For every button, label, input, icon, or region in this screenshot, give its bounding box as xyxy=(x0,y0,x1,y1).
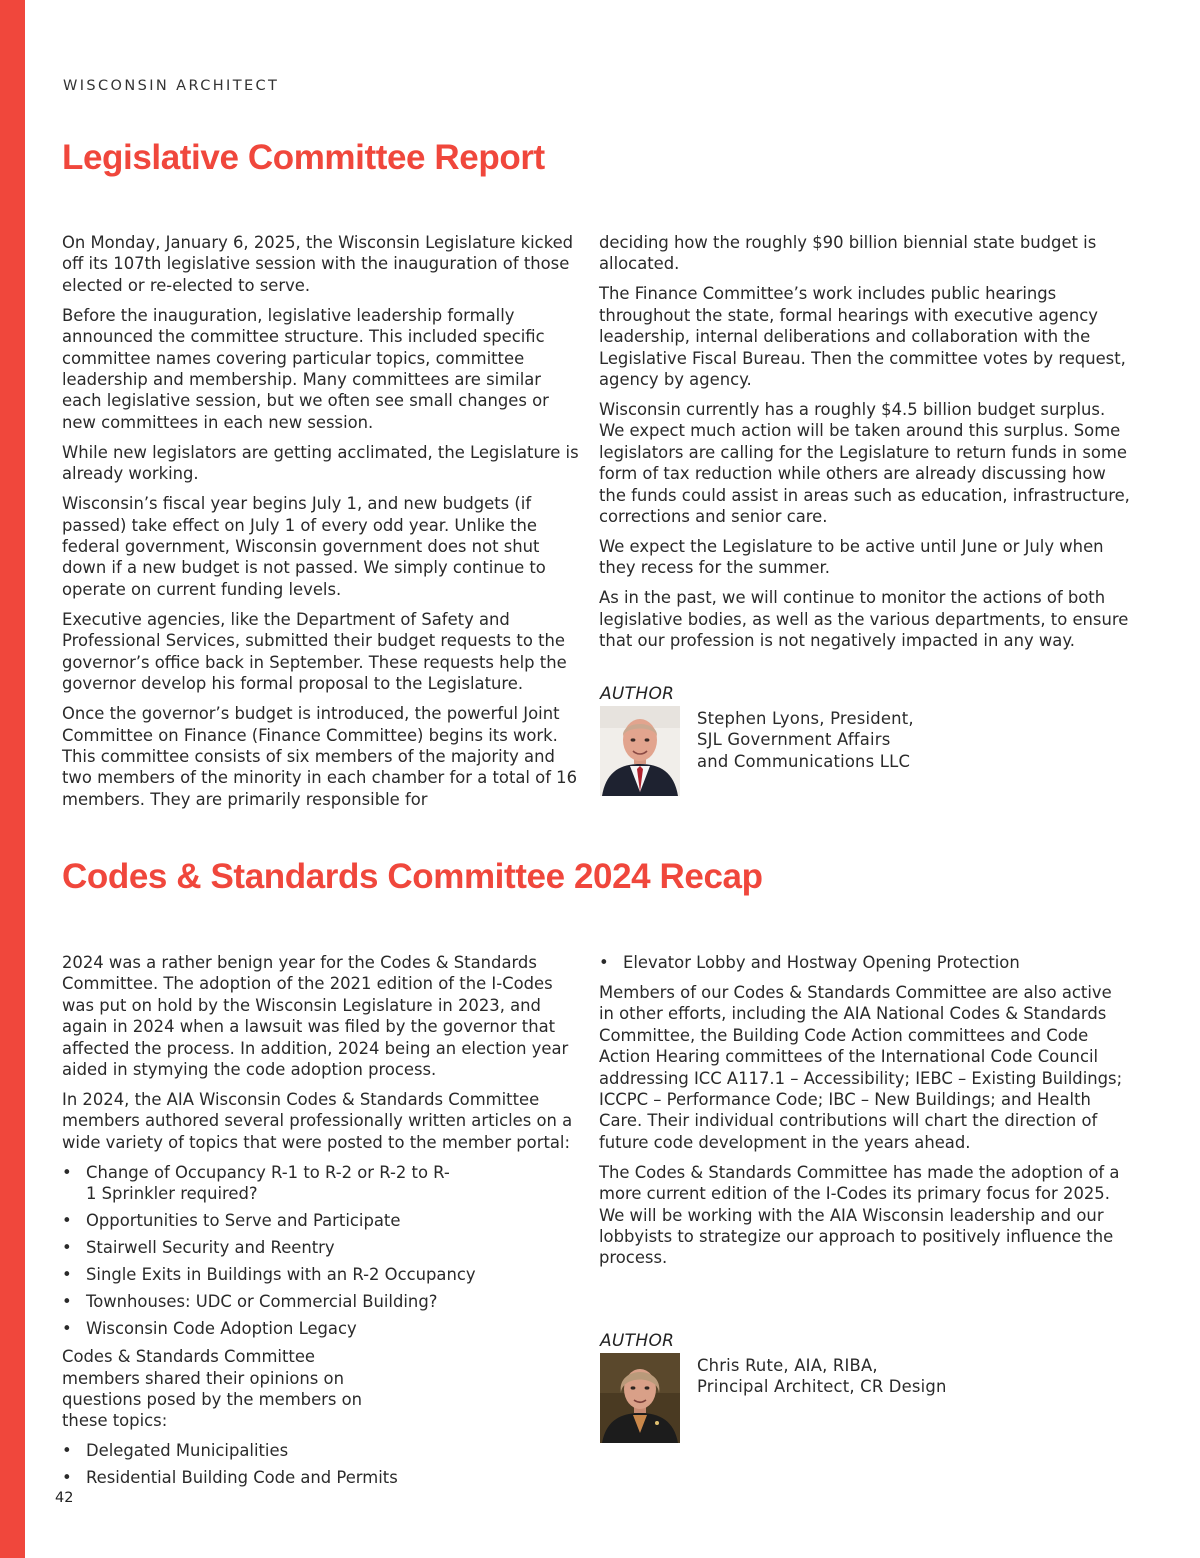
paragraph: In 2024, the AIA Wisconsin Codes & Standards Committee members authored several professionally written articles on a wide variety of topics that were posted to the member portal: xyxy=(62,1090,573,1152)
paragraph: Once the governor’s budget is introduced, the powerful Joint Committee on Finance (Finance Committee) begins its work. This committee consists of six members of the majority and two members of the minority in each chamber for a total of 16 members. They are primarily responsible for xyxy=(62,704,578,809)
list-item: • Single Exits in Buildings with an R-2 Occupancy xyxy=(62,1264,584,1285)
author-label: AUTHOR xyxy=(600,1331,675,1351)
legislative-right-column xyxy=(599,232,1131,660)
author-credit-line: SJL Government Affairs xyxy=(697,730,891,750)
list-item: • Townhouses: UDC or Commercial Building? xyxy=(62,1291,584,1312)
list-item: • Change of Occupancy R-1 to R-2 or R-2 to R-1 Sprinkler required? xyxy=(62,1162,584,1205)
paragraph: As in the past, we will continue to monitor the actions of both legislative bodies, as well as the various departments, to ensure that our profession is not negatively impacted in any way. xyxy=(599,588,1129,651)
legislative-left-column xyxy=(62,232,584,819)
list-item: • Elevator Lobby and Hostway Opening Protection xyxy=(599,952,1131,973)
page-number: 42 xyxy=(55,1490,74,1506)
accent-sidebar-bar xyxy=(0,0,25,1558)
paragraph: Wisconsin’s fiscal year begins July 1, and new budgets (if passed) take effect on July 1 of every odd year. Unlike the federal government, Wisconsin government does not shut down if a new budget is not passed. We simply continue to operate on current funding levels. xyxy=(62,494,546,599)
legislative-report-title: Legislative Committee Report xyxy=(62,138,545,177)
author-label: AUTHOR xyxy=(600,684,675,704)
masthead: WISCONSIN ARCHITECT xyxy=(63,78,280,94)
list-item: • Wisconsin Code Adoption Legacy xyxy=(62,1318,584,1339)
paragraph: While new legislators are getting acclimated, the Legislature is already working. xyxy=(62,442,579,484)
list-item: • Stairwell Security and Reentry xyxy=(62,1237,584,1258)
paragraph: Members of our Codes & Standards Committee are also active in other efforts, including the AIA National Codes & Standards Committee, the Building Code Action committees and Code Action Hearing committees of the International Code Council addressing ICC A117.1 – Accessibility; IEBC – Existing Buildings; ICCPC – Performance Code; IBC – New Buildings; and Health Care. Their individual contributions will chart the direction of future code development in the years ahead. xyxy=(599,983,1123,1152)
codes-author-block xyxy=(600,1331,947,1443)
paragraph: Before the inauguration, legislative leadership formally announced the committee structure. This included specific committee names covering particular topics, committee leadership and membership. Many committees are similar each legislative session, but we often see small changes or new committees in each new session. xyxy=(62,305,549,432)
topics-list xyxy=(62,1440,584,1488)
author-credit-line: Stephen Lyons, President, xyxy=(697,709,914,728)
list-item: • Residential Building Code and Permits xyxy=(62,1467,584,1488)
codes-right-column xyxy=(599,952,1131,1277)
author-row xyxy=(600,1351,947,1443)
paragraph: deciding how the roughly $90 billion biennial state budget is allocated. xyxy=(599,233,1097,274)
paragraph: The Codes & Standards Committee has made the adoption of a more current edition of the I-Codes its primary focus for 2025. We will be working with the AIA Wisconsin leadership and our lobbyists to strategize our approach to positively influence the process. xyxy=(599,1162,1120,1268)
paragraph: 2024 was a rather benign year for the Codes & Standards Committee. The adoption of the 2021 edition of the I-Codes was put on hold by the Wisconsin Legislature in 2023, and again in 2024 when a lawsuit was filed by the governor that affected the process. In addition, 2024 being an election year aided in stymying the code adoption process. xyxy=(62,953,569,1080)
author-portrait-stephen-lyons xyxy=(600,706,680,796)
codes-recap-title: Codes & Standards Committee 2024 Recap xyxy=(62,857,763,896)
legislative-author-block xyxy=(600,684,914,796)
articles-list xyxy=(62,1162,584,1340)
topics-list-continued xyxy=(599,952,1131,973)
author-credit xyxy=(697,1355,947,1443)
paragraph: Wisconsin currently has a roughly $4.5 billion budget surplus. We expect much action will be taken around this surplus. Some legislators are calling for the Legislature to return funds in some form of tax reduction while others are already discussing how the funds could assist in areas such as education, infrastructure, corrections and senior care. xyxy=(599,400,1130,527)
author-row xyxy=(600,704,914,796)
paragraph: The Finance Committee’s work includes public hearings throughout the state, formal hearings with executive agency leadership, internal deliberations and collaboration with the Legislative Fiscal Bureau. Then the committee votes by request, agency by agency. xyxy=(599,284,1126,390)
paragraph: Executive agencies, like the Department of Safety and Professional Services, submitted their budget requests to the governor’s office back in September. These requests help the governor develop his formal proposal to the Legislature. xyxy=(62,609,567,694)
author-credit xyxy=(697,708,914,796)
author-credit-line: Chris Rute, AIA, RIBA, xyxy=(697,1356,878,1375)
author-credit-line: Principal Architect, CR Design xyxy=(697,1377,947,1397)
codes-left-column xyxy=(62,952,584,1494)
paragraph: On Monday, January 6, 2025, the Wisconsin Legislature kicked off its 107th legislative session with the inauguration of those elected or re-elected to serve. xyxy=(62,233,574,295)
paragraph: We expect the Legislature to be active until June or July when they recess for the summer. xyxy=(599,537,1104,578)
list-item: • Opportunities to Serve and Participate xyxy=(62,1210,584,1231)
paragraph: Codes & Standards Committee members shared their opinions on questions posed by the members on these topics: xyxy=(62,1347,363,1431)
author-credit-line: and Communications LLC xyxy=(697,751,911,771)
author-portrait-chris-rute xyxy=(600,1353,680,1443)
list-item: • Delegated Municipalities xyxy=(62,1440,584,1461)
